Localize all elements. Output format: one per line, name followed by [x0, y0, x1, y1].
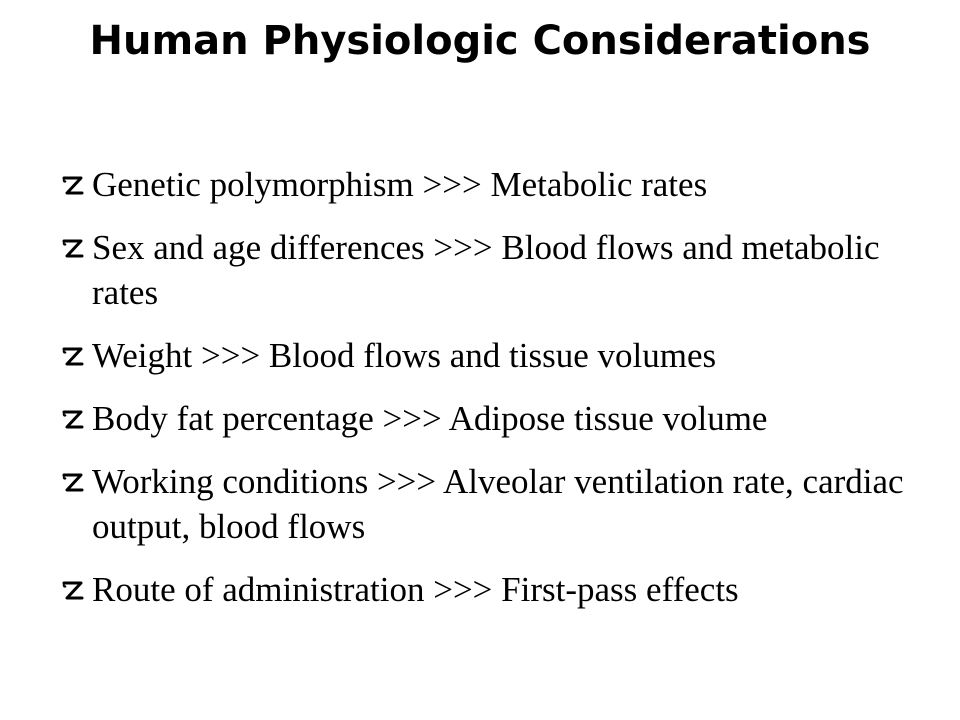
bullet-list [62, 162, 912, 630]
bullet-item [62, 396, 912, 441]
z-bullet-icon [62, 472, 84, 494]
bullet-item [62, 162, 912, 207]
bullet-text: Route of administration >>> First-pass effects [92, 570, 739, 609]
bullet-text: Genetic polymorphism >>> Metabolic rates [92, 165, 708, 204]
bullet-item [62, 459, 912, 549]
bullet-text: Weight >>> Blood flows and tissue volumes [92, 336, 717, 375]
bullet-text: Working conditions >>> Alveolar ventilation rate, cardiac output, blood flows [92, 462, 904, 546]
z-bullet-icon [62, 175, 84, 197]
z-bullet-icon [62, 580, 84, 602]
bullet-text: Body fat percentage >>> Adipose tissue volume [92, 399, 768, 438]
z-bullet-icon [62, 409, 84, 431]
z-bullet-icon [62, 238, 84, 260]
bullet-item [62, 333, 912, 378]
z-bullet-icon [62, 346, 84, 368]
bullet-item [62, 567, 912, 612]
bullet-item [62, 225, 912, 315]
slide-title: Human Physiologic Considerations [89, 18, 871, 64]
bullet-text: Sex and age differences >>> Blood flows and metabolic rates [92, 228, 880, 312]
